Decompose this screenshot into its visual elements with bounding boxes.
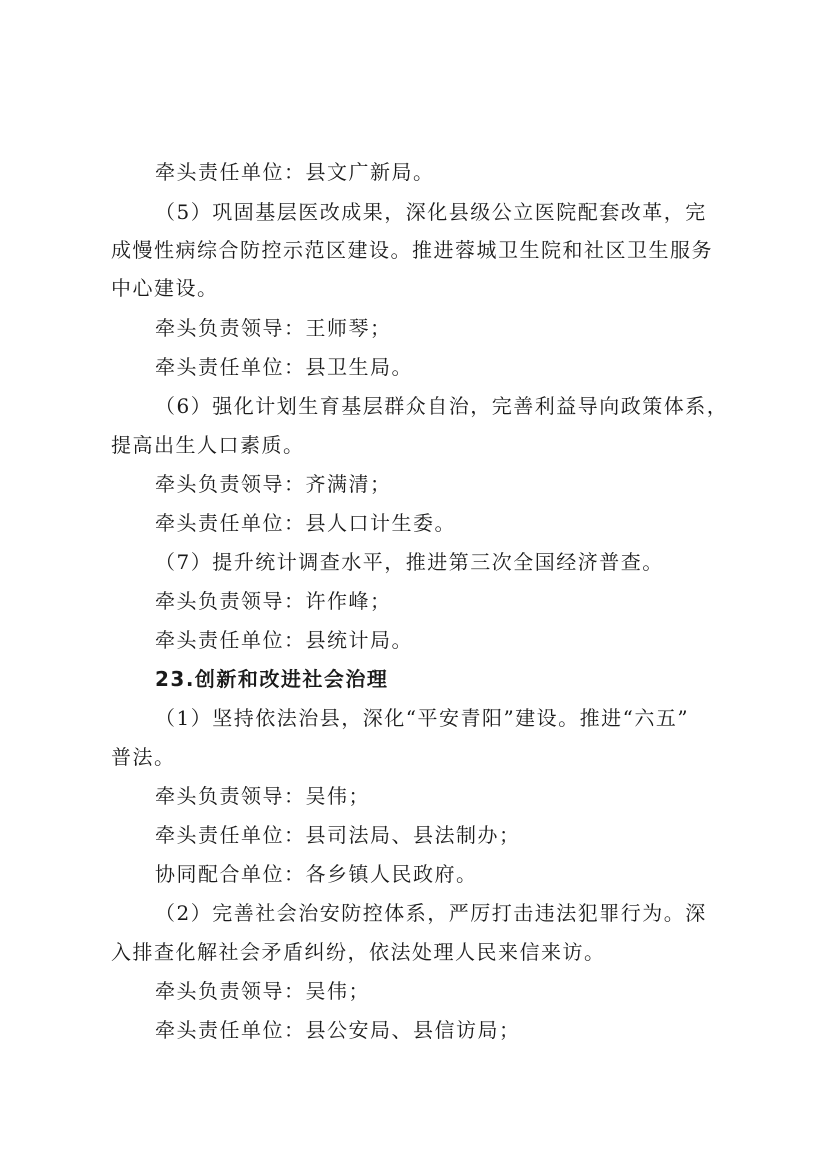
text-line: 牵头责任单位：县公安局、县信访局； xyxy=(155,1018,521,1042)
text-line: 入排查化解社会矛盾纠纷，依法处理人民来信来访。 xyxy=(111,940,606,964)
text-line: 牵头负责领导：王师琴； xyxy=(155,316,392,340)
text-line: 牵头负责领导：许作峰； xyxy=(155,589,392,613)
text-line: 牵头责任单位：县卫生局。 xyxy=(155,355,413,379)
text-line: 牵头负责领导：齐满清； xyxy=(155,472,392,496)
text-line: 协同配合单位：各乡镇人民政府。 xyxy=(155,862,478,886)
text-line: 中心建设。 xyxy=(111,276,219,300)
text-line: 牵头责任单位：县人口计生委。 xyxy=(155,511,456,535)
text-line: 提高出生人口素质。 xyxy=(111,433,305,457)
text-line: 牵头责任单位：县司法局、县法制办； xyxy=(155,823,521,847)
section-heading: 23.创新和改进社会治理 xyxy=(155,667,389,691)
text-line: （5）巩固基层医改成果，深化县级公立医院配套改革，完 xyxy=(155,200,707,224)
text-line: 成慢性病综合防控示范区建设。推进蓉城卫生院和社区卫生服务 xyxy=(111,238,713,262)
text-line: （7）提升统计调查水平，推进第三次全国经济普查。 xyxy=(155,550,664,574)
text-line: （2）完善社会治安防控体系，严厉打击违法犯罪行为。深 xyxy=(155,901,707,925)
text-line: 牵头责任单位：县文广新局。 xyxy=(155,160,435,184)
text-line: 牵头负责领导：吴伟； xyxy=(155,784,370,808)
text-line: 牵头负责领导：吴伟； xyxy=(155,979,370,1003)
text-line: 牵头责任单位：县统计局。 xyxy=(155,628,413,652)
text-line: （6）强化计划生育基层群众自治，完善利益导向政策体系， xyxy=(155,394,729,418)
text-line: （1）坚持依法治县，深化“平安青阳”建设。推进“六五” xyxy=(155,706,690,730)
text-line: 普法。 xyxy=(111,745,176,769)
